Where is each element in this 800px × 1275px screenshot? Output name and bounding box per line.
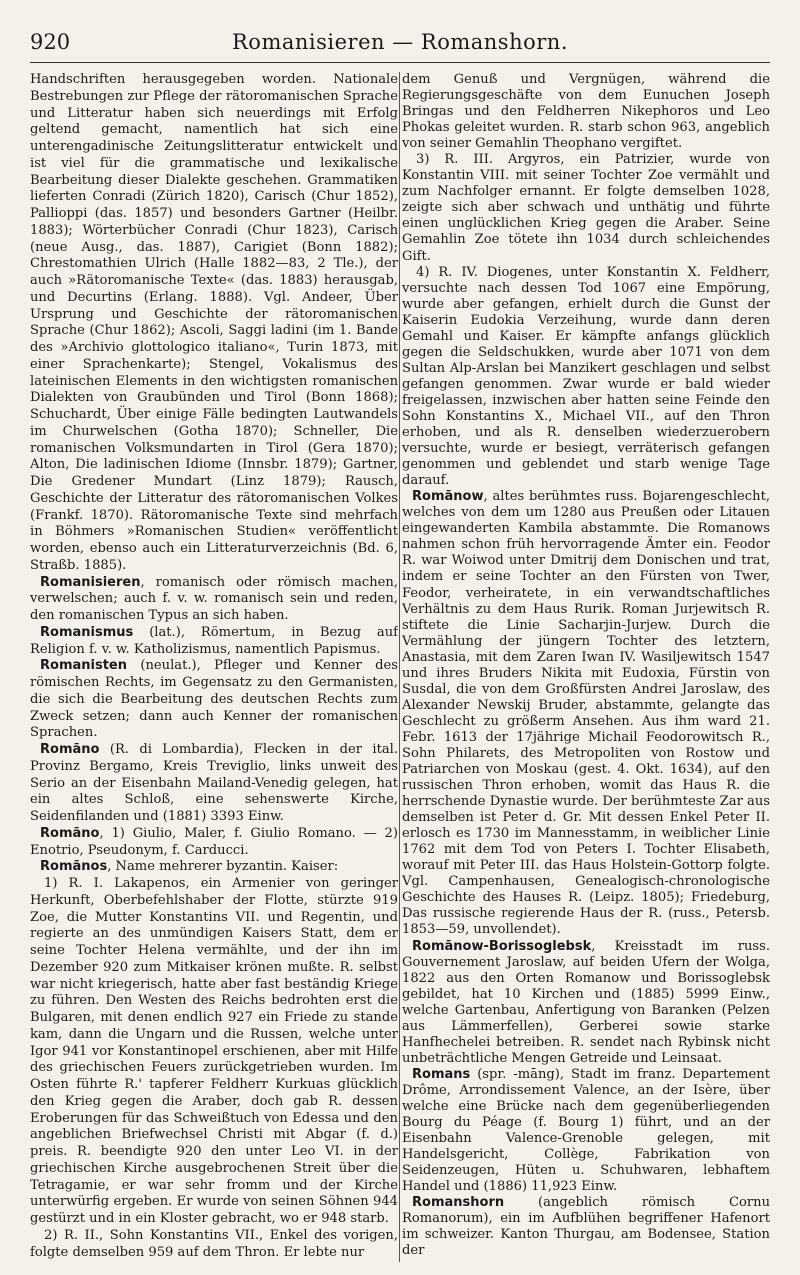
- entry-text: (spr. -māng), Stadt im franz. Departement Drôme, Arrondissement Valence, an der Isère, über welche eine Brücke nach dem gegenüberliegenden Bourg du Péage (f. Bourg 1) führt, und an der Eisenbahn Valence-Grenoble gelegen, mit Handelsgericht, Collège, Fabrikation von Seidenzeugen, Hüten u. Schuhwaren, lebhaftem Handel und (1886) 11,923 Einw.: [402, 1066, 770, 1195]
- headword: Romānos: [40, 859, 108, 875]
- entry: [402, 939, 770, 1067]
- entry-text: , altes berühmtes russ. Bojarengeschlecht, welches von dem um 1280 aus Preußen oder Litauen eingewanderten Kambila abstammte. Die Romanows nahmen schon früh hervorragende Ämter ein. Feodor R. war Woiwod unter Dmitrij dem Donischen und trat, indem er seine Tochter an den Fürsten von Twer, Feodor, verheiratete, in ein verwandtschaftliches Verhältnis zu dem Haus Rurik. Roman Jurjewitsch R. stiftete die Linie Sacharjin-Jurjew. Durch die Vermählung der jüngern Tochter des letztern, Anastasia, mit dem Zaren Iwan IV. Wasiljewitsch 1547 und ihres Bruders Nikita mit Eudoxia, Fürstin von Susdal, die von dem Großfürsten Andrei Jaroslaw, des Alexander Newskij Bruder, abstammte, gelangte das Geschlecht zu größerm Ansehen. Aus ihm ward 21. Febr. 1613 der 17jährige Michail Feodorowitsch R., Sohn Philarets, des Metropoliten von Rostow und Patriarchen von Moskau (gest. 4. Okt. 1634), auf den russischen Thron erhoben, womit das Haus R. die herrschende Dynastie wurde. Der berühmteste Zar aus demselben ist Peter d. Gr. Mit dessen Enkel Peter II. erlosch es 1730 im Mannesstamm, in weiblicher Linie 1762 mit dem Tod von Peters I. Tochter Elisabeth, worauf mit Peter III. das Haus Holstein-Gottorp folgte. Vgl. Campenhausen, Genealogisch-chronologische Geschichte des Hauses R. (Leipz. 1805); Friedeburg, Das russische regierende Haus der R. (russ., Petersb. 1853—59, unvollendet).: [402, 489, 770, 938]
- entry-text: (neulat.), Pfleger und Kenner des römischen Rechts, im Gegensatz zu den Germanisten, die sich die Bearbeitung des deutschen Rechts zum Zweck setzen; dann auch Kenner der romanischen Sprachen.: [30, 658, 398, 741]
- sub-entry: 2) R. II., Sohn Konstantins VII., Enkel des vorigen, folgte demselben 959 auf dem Thron. Er lebte nur: [30, 1227, 398, 1260]
- entry-text: , Kreisstadt im russ. Gouvernement Jaroslaw, auf beiden Ufern der Wolga, 1822 aus den Orten Romanow und Borissoglebsk gebildet, hat 10 Kirchen und (1885) 5999 Einw., welche Gartenbau, Anfertigung von Baranken (Pelzen aus Lämmerfellen), Gerberei sowie starke Hanfhechelei betreiben. R. sendet nach Rybinsk nicht unbeträchtliche Mengen Getreide und Leinsaat.: [402, 938, 770, 1066]
- headword: Romānow: [412, 489, 484, 505]
- right-column: [402, 72, 770, 1262]
- entry-text: , 1) Giulio, Maler, f. Giulio Romano. — 2) Enotrio, Pseudonym, f. Carducci.: [30, 825, 398, 858]
- entry-text: (R. di Lombardia), Flecken in der ital. Provinz Bergamo, Kreis Treviglio, links unweit des Serio an der Eisenbahn Mailand-Venedig gelegen, hat ein altes Schloß, eine sehenswerte Kirche, Seidenfilanden und (1881) 3393 Einw.: [30, 742, 398, 824]
- sub-entry: 3) R. III. Argyros, ein Patrizier, wurde von Konstantin VIII. mit seiner Tochter Zoe vermählt und zum Nachfolger ernannt. Er folgte demselben 1028, zeigte sich aber schwach und unthätig und führte einen unglücklichen Krieg gegen die Araber. Seine Gemahlin Zoe tötete ihn 1034 durch schleichendes Gift.: [402, 152, 770, 264]
- headword: Romāno: [40, 742, 100, 757]
- headword: Romāno: [40, 825, 100, 841]
- running-title: Romanisieren — Romanshorn.: [232, 30, 568, 54]
- left-column: [30, 72, 398, 1262]
- entry: [30, 742, 398, 826]
- entry-text: , Name mehrerer byzantin. Kaiser:: [107, 859, 339, 875]
- entry: [30, 658, 398, 742]
- entry: [30, 625, 398, 659]
- headword: Romanisten: [40, 658, 127, 674]
- sub-entry: 4) R. IV. Diogenes, unter Konstantin X. Feldherr, versuchte nach dessen Tod 1067 eine Empörung, wurde aber gefangen, erhielt durch die Gunst der Kaiserin Eudokia Verzeihung, wurde dann deren Gemahl und Kaiser. Er kämpfte anfangs glücklich gegen die Seldschukken, wurde aber 1071 von dem Sultan Alp-Arslan bei Manzikert geschlagen und selbst gefangen genommen. Zwar wurde er bald wieder freigelassen, inzwischen aber hatten seine Feinde den Sohn Konstantins X., Michael VII., auf den Thron erhoben, und als R. denselben wiederzuerobern versuchte, wurde er besiegt, verräterisch gefangen genommen und geblendet und starb wenige Tage darauf.: [402, 264, 770, 489]
- sub-entry: 1) R. I. Lakapenos, ein Armenier von geringer Herkunft, Oberbefehlshaber der Flotte, stürzte 919 Zoe, die Mutter Konstantins VII. und Regentin, und regierte an des unmündigen Kaisers Statt, dem er seine Tochter Helena vermählte, und der ihn im Dezember 920 zum Mitkaiser krönen mußte. R. selbst war nicht kriegerisch, hatte aber fast beständig Kriege zu führen. Den Westen des Reichs bedrohten erst die Bulgaren, mit denen endlich 927 ein Friede zu stande kam, dann die Ungarn und die Russen, welche unter Igor 941 vor Konstantinopel erschienen, aber mit Hilfe des griechischen Feuers zurückgetrieben wurden. Im Osten führte R.' tapferer Feldherr Kurkuas glücklich den Krieg gegen die Araber, doch gab R. dessen Eroberungen für das Schweißtuch von Edessa und den angeblichen Briefwechsel Christi mit Abgar (f. d.) preis. R. beendigte 920 den unter Leo VI. in der griechischen Kirche ausgebrochenen Streit über die Tetragamie, er war sehr fromm und der Kirche unterwürfig ergeben. Er wurde von seinen Söhnen 944 gestürzt und in ein Kloster gebracht, wo er 948 starb.: [30, 876, 398, 1226]
- article-continuation: Handschriften herausgegeben worden. Nationale Bestrebungen zur Pflege der rätoromanischen Sprache und Litteratur haben sich neuerdings mit Erfolg geltend gemacht, namentlich hat sich eine unterengadinische Zeitungslitteratur entwickelt und ist viel für die grammatische und lexikalische Bearbeitung dieser Dialekte geschehen. Grammatiken lieferten Conradi (Zürich 1820), Carisch (Chur 1852), Pallioppi (das. 1857) und besonders Gartner (Heilbr. 1883); Wörterbücher Conradi (Chur 1823), Carisch (neue Ausg., das. 1887), Carigiet (Bonn 1882); Chrestomathien Ulrich (Halle 1882—83, 2 Tle.), der auch »Rätoromanische Texte« (das. 1883) herausgab, und Decurtins (Erlang. 1888). Vgl. Andeer, Über Ursprung und Geschichte der rätoromanischen Sprache (Chur 1862); Ascoli, Saggi ladini (im 1. Bande des »Archivio glottologico italiano«, Turin 1873, mit einer Sprachenkarte); Stengel, Vokalismus des lateinischen Elements in den wichtigsten romanischen Dialekten von Graubünden und Tirol (Bonn 1868); Schuchardt, Über einige Fälle bedingten Lautwandels im Churwelschen (Gotha 1870); Schneller, Die romanischen Volksmundarten in Tirol (Gera 1870); Alton, Die ladinischen Idiome (Innsbr. 1879); Gartner, Die Gredener Mundart (Linz 1879); Rausch, Geschichte der Litteratur des rätoromanischen Volkes (Frankf. 1870). Rätoromanische Texte sind mehrfach in Böhmers »Romanischen Studien« veröffentlicht worden, ebenso auch ein Litteraturverzeichnis (Bd. 6, Straßb. 1885).: [30, 72, 398, 573]
- entry: [402, 1067, 770, 1195]
- entry: [402, 489, 770, 938]
- entry: [30, 826, 398, 860]
- article-continuation: dem Genuß und Vergnügen, während die Regierungsgeschäfte von dem Eunuchen Joseph Bringas und den Feldherren Nikephoros und Leo Phokas geleitet wurden. R. starb schon 963, angeblich von seiner Gemahlin Theophano vergiftet.: [402, 72, 770, 152]
- entry: [402, 1195, 770, 1259]
- headword: Romanshorn: [412, 1195, 505, 1211]
- headword: Romans: [412, 1066, 471, 1082]
- entry: [30, 859, 398, 876]
- entry-text: (angeblich römisch Cornu Romanorum), ein im Aufblühen begriffener Hafenort im schweizer. Kanton Thurgau, am Bodensee, Station der: [402, 1195, 770, 1259]
- headword: Romānow-Borissoglebsk: [412, 938, 592, 954]
- column-divider: [399, 72, 400, 1262]
- entry: [30, 575, 398, 625]
- page-number: 920: [30, 30, 71, 54]
- entry-text: (lat.), Römertum, in Bezug auf Religion f. v. w. Katholizismus, namentlich Papismus.: [30, 624, 398, 657]
- headword: Romanisieren: [40, 574, 141, 590]
- entry-text: , romanisch oder römisch machen, verwelschen; auch f. v. w. romanisch sein und reden, den romanischen Typus an sich haben.: [30, 574, 398, 623]
- page-header: [30, 30, 770, 63]
- headword: Romanismus: [40, 624, 134, 640]
